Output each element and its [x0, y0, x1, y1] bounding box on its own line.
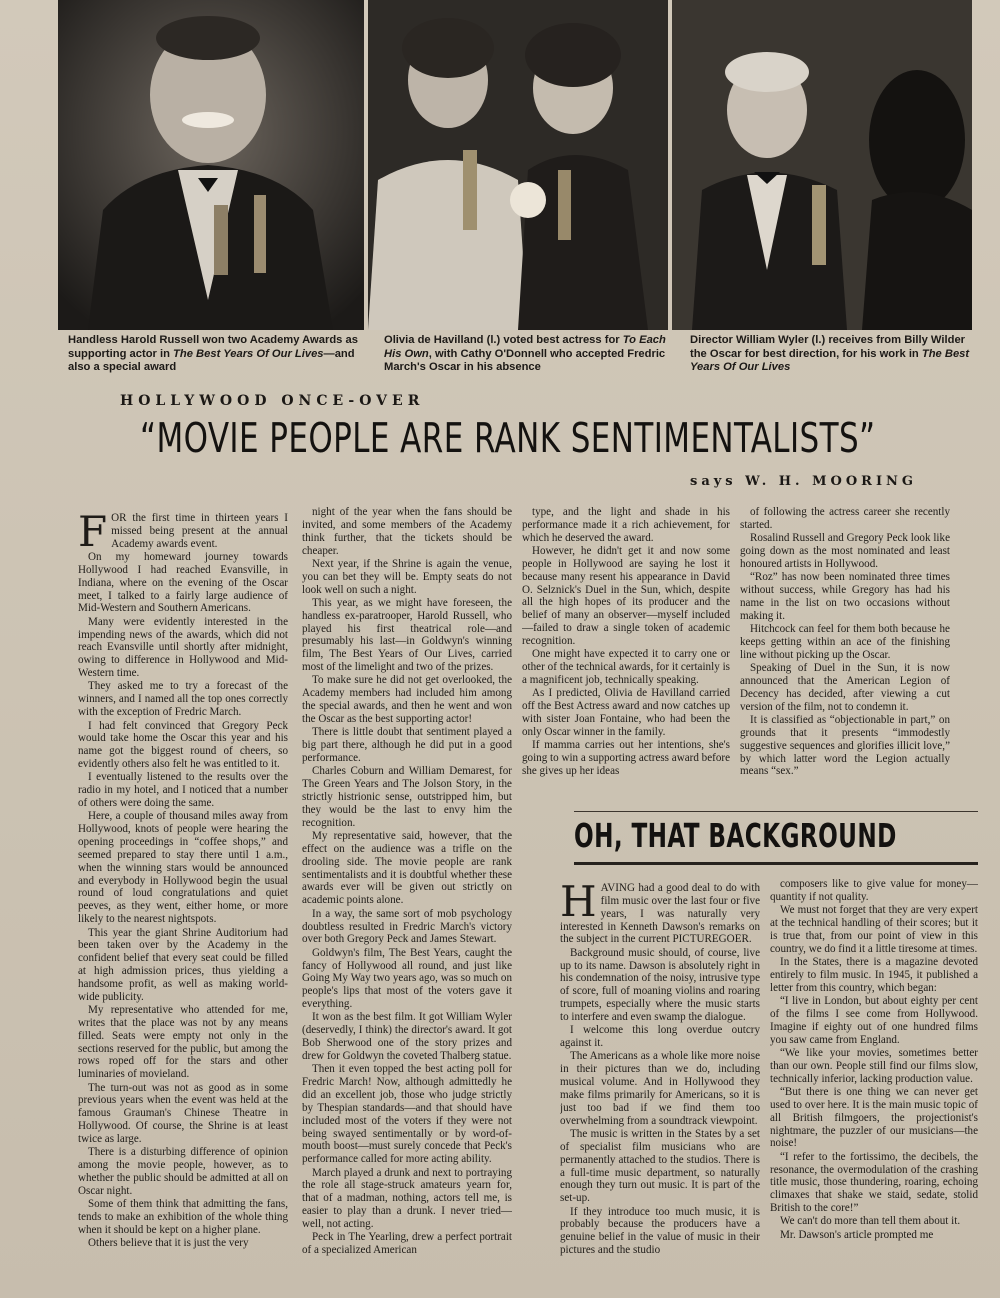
paragraph: If mamma carries out her intentions, she's going to win a supporting actress award before she gives up her ideas — [522, 739, 730, 777]
paragraph: The music is written in the States by a set of specialist film musicians who are permanently attached to the studios. There is a full-time music department, so naturally enough they turn out music. It is part of the set-up. — [560, 1128, 760, 1205]
second-article-column-2 — [770, 878, 978, 1290]
paragraph: I welcome this long overdue outcry against it. — [560, 1024, 760, 1050]
photo-olivia-de-havilland — [368, 0, 668, 330]
article-byline: says W. H. MOORING — [690, 474, 918, 489]
drop-cap: H — [560, 882, 597, 926]
paragraph: This year the giant Shrine Auditorium had been taken over by the Academy in the confident belief that every seat could be filled at high admission prices, thus yielding a handsome profit, as well as making world-wide publicity. — [78, 926, 288, 1003]
article-column-1 — [78, 512, 288, 1290]
paragraph: Others believe that it is just the very — [88, 1237, 249, 1250]
paragraph: Background music should, of course, live up to its name. Dawson is absolutely right in his condemnation of the noisy, intrusive type of score, full of moaning violins and roaring trumpets, especially where the music starts to interfere and even swamp the dialogue. — [560, 946, 760, 1023]
paragraph: In a way, the same sort of mob psychology doubtless resulted in Fredric March's victory over both Gregory Peck and James Stewart. — [302, 907, 512, 946]
second-article-headline: OH, THAT BACKGROUND — [574, 816, 897, 855]
paragraph: Some of them think that admitting the fans, tends to make an exhibition of the whole thing when it should be kept on a higher plane. — [78, 1198, 288, 1236]
headline-underline — [574, 862, 978, 865]
paragraph: The Americans as a whole like more noise in their pictures than we do, including musical volume. And in Hollywood they make films primarily for Americans, so it is just too bad if we find them too overwhelming from a soundtrack viewpoint. — [560, 1050, 760, 1127]
paragraph: It is classified as “objectionable in part,” on grounds that it presents “immodestly suggestive sequences and glorifies illicit love,” by which latter word the Legion actually means “sex.” — [740, 714, 950, 778]
paragraph: composers like to give value for money—quantity if not quality. — [770, 878, 978, 903]
paragraph: The turn-out was not as good as in some previous years when the event was held at the famous Grauman's Chinese Theatre in Hollywood. Of course, the Shrine is at least twice as large. — [78, 1081, 288, 1145]
paragraph: This year, as we might have foreseen, the handless ex-paratrooper, Harold Russell, who played his first theatrical role—and presumably his last—in Goldwyn's winning film, The Best Years of Our Lives, carried most of the limelight and two of the prizes. — [302, 596, 512, 674]
paragraph: In the States, there is a magazine devoted entirely to film music. In 1945, it published a letter from this country, which began: — [770, 956, 978, 994]
caption-william-wyler: Director William Wyler (l.) receives from Billy Wilder the Oscar for best direction, for his work in The Best Years Of Our Lives — [690, 334, 970, 374]
paragraph: I had felt convinced that Gregory Peck would take home the Oscar this year and his name got the biggest round of cheers, so evidently others also felt he was entitled to it. — [78, 719, 288, 771]
paragraph: Peck in The Yearling, drew a perfect portrait of a specialized American — [302, 1231, 512, 1257]
paragraph: “I refer to the fortissimo, the decibels, the resonance, the overmodulation of the crashing title music, those thundering, roaring, echoing climaxes that shake we staid, sedate, stolid British to the core!” — [770, 1150, 978, 1215]
paragraph: It won as the best film. It got William Wyler (deservedly, I think) the director's award. It got Bob Sherwood one of the story prizes and drew for Goldwyn the coveted Thalberg statue. — [302, 1011, 512, 1062]
article-column-4 — [740, 506, 950, 796]
paragraph: As I predicted, Olivia de Havilland carried off the Best Actress award and now catches up with sister Joan Fontaine, who had been the only Oscar winner in the family. — [522, 687, 730, 738]
paragraph: FOR the first time in thirteen years I missed being present at the annual Academy awards event. — [78, 512, 288, 556]
paragraph: March played a drunk and next to portraying the role all stage-struck amateurs yearn for, that of a madman, nothing, actors tell me, is easier to play than a drunk. I never tried—well, not acting. — [302, 1166, 512, 1230]
article-column-2 — [302, 506, 512, 1290]
paragraph: of following the actress career she recently started. — [740, 506, 950, 531]
paragraph: If they introduce too much music, it is probably because the producers have a genuine belief in the value of music in their pictures and the studio — [560, 1205, 760, 1257]
article-kicker: HOLLYWOOD ONCE-OVER — [120, 393, 425, 409]
photo-william-wyler — [672, 0, 972, 330]
paragraph: We can't do more than tell them about it. — [780, 1215, 961, 1228]
paragraph: However, he didn't get it and now some people in Hollywood are saying he lost it because many resent his appearance in David O. Selznick's Duel in the Sun, which, despite all the high hopes of its producer and the belief of many an observer—myself included—failed to draw a single token of academic recognition. — [522, 545, 730, 647]
paragraph: They asked me to try a forecast of the winners, and I named all the top ones correctly with the exception of Fredric March. — [78, 680, 288, 719]
section-divider — [574, 811, 978, 812]
article-column-3 — [522, 506, 730, 826]
paragraph: night of the year when the fans should be invited, and some members of the Academy think further, that the tickets should be cheaper. — [302, 506, 512, 557]
paragraph: We must not forget that they are very expert at the technical handling of their scores; but it is true that, from our point of view in this country, we do find it a little tiresome at times. — [770, 904, 978, 955]
second-article-column-1 — [560, 882, 760, 1292]
paragraph: type, and the light and shade in his performance made it a rich achievement, for which he deserved the award. — [522, 506, 730, 544]
paragraph: Here, a couple of thousand miles away from Hollywood, knots of people were hearing the opening proceedings in “coffee shops,” and seemed prepared to stay there until 1 a.m., when the winning stars would be announced and everybody in Hollywood begin the usual round of loud congratulations and quiet peeves, as they went, either home, or more likely to the nearest nightspots. — [78, 810, 288, 926]
paragraph: “I live in London, but about eighty per cent of the films I see come from Hollywood. Imagine if eighty out of one hundred films you saw came from England. — [770, 995, 978, 1046]
paragraph: Goldwyn's film, The Best Years, caught the fancy of Hollywood all round, and just like Going My Way two years ago, was so much on people's lips that most of the voters gave it everything. — [302, 946, 512, 1011]
drop-cap: F — [78, 512, 108, 556]
paragraph: Next year, if the Shrine is again the venue, you can bet they will be. Empty seats do not look well on such a night. — [302, 557, 512, 596]
paragraph: To make sure he did not get overlooked, the Academy members had included him among the special awards, and then he went and won the Oscar as the best supporting actor! — [302, 674, 512, 725]
paragraph: There is little doubt that sentiment played a big part there, although he did put in a good performance. — [302, 726, 512, 765]
paragraph: Mr. Dawson's article prompted me — [780, 1228, 934, 1241]
paragraph: Speaking of Duel in the Sun, it is now announced that the American Legion of Decency has decided, after viewing a cut version of the film, not to condemn it. — [740, 662, 950, 713]
paragraph: “But there is one thing we can never get used to over here. It is the main music topic of all British filmgoers, the projectionist's nightmare, the puzzler of our musicians—the noise! — [770, 1086, 978, 1150]
paragraph: My representative said, however, that the effect on the audience was a trifle on the drooling side. The movie people are rank sentimentalists and it is doubtful whether these awards ever will be given out strictly on academic points alone. — [302, 830, 512, 907]
paragraph: HAVING had a good deal to do with film music over the last four or five years, I was naturally very interested in Kenneth Dawson's remarks on the subject in the current PICTUREGOER. — [560, 882, 760, 946]
paragraph: There is a disturbing difference of opinion among the movie people, however, as to whether the public should be admitted at all on Oscar night. — [78, 1146, 288, 1197]
paragraph: On my homeward journey towards Hollywood I had reached Evansville, in Indiana, where on the evening of the Oscar meet, I talked to a fairly large audience of Mid-Western and Southern Americans. — [78, 551, 288, 615]
paragraph: My representative who attended for me, writes that the place was not by any means filled. Seats were empty not only in the sections reserved for the public, but among the rows roped off for the stars and other luminaries of movieland. — [78, 1004, 288, 1081]
photo-harold-russell — [58, 0, 364, 330]
paragraph: Then it even topped the best acting poll for Fredric March! Now, although admittedly he did an excellent job, those who judge strictly by Thespian standards—and that should have included most of the voters if they were not being swayed sentimentally or by word-of-mouth boost—must surely concede that Peck's performance called for more acting ability. — [302, 1063, 512, 1166]
paragraph: Charles Coburn and William Demarest, for The Green Years and The Jolson Story, in the strictly histrionic sense, outstripped him, but they would be the last to envy him the recognition. — [302, 765, 512, 829]
article-headline: “MOVIE PEOPLE ARE RANK SENTIMENTALISTS” — [140, 414, 876, 462]
paragraph: Many were evidently interested in the impending news of the awards, which did not reach Evansville until shortly after midnight, owing to difference in Hollywood and Mid-Western time. — [78, 615, 288, 680]
caption-olivia-de-havilland: Olivia de Havilland (l.) voted best actress for To Each His Own, with Cathy O'Donnell who accepted Fredric March's Oscar in his absence — [384, 334, 666, 374]
paragraph: “We like your movies, sometimes better than our own. People still find our films slow, technically inferior, lacking production value. — [770, 1046, 978, 1085]
caption-harold-russell: Handless Harold Russell won two Academy Awards as supporting actor in The Best Years Of Our Lives—and also a special award — [68, 334, 358, 374]
paragraph: I eventually listened to the results over the radio in my hotel, and I noticed that a number of others were doing the same. — [78, 771, 288, 810]
paragraph: “Roz” has now been nominated three times without success, while Gregory has had his name in the list on two occasions without making it. — [740, 571, 950, 622]
paragraph: Hitchcock can feel for them both because he keeps getting within an ace of the finishing line without picking up the Oscar. — [740, 623, 950, 661]
paragraph: One might have expected it to carry one or other of the technical awards, for it certainly is a magnificent job, technically speaking. — [522, 648, 730, 686]
paragraph: Rosalind Russell and Gregory Peck look like going down as the most nominated and least honoured artists in Hollywood. — [740, 532, 950, 570]
